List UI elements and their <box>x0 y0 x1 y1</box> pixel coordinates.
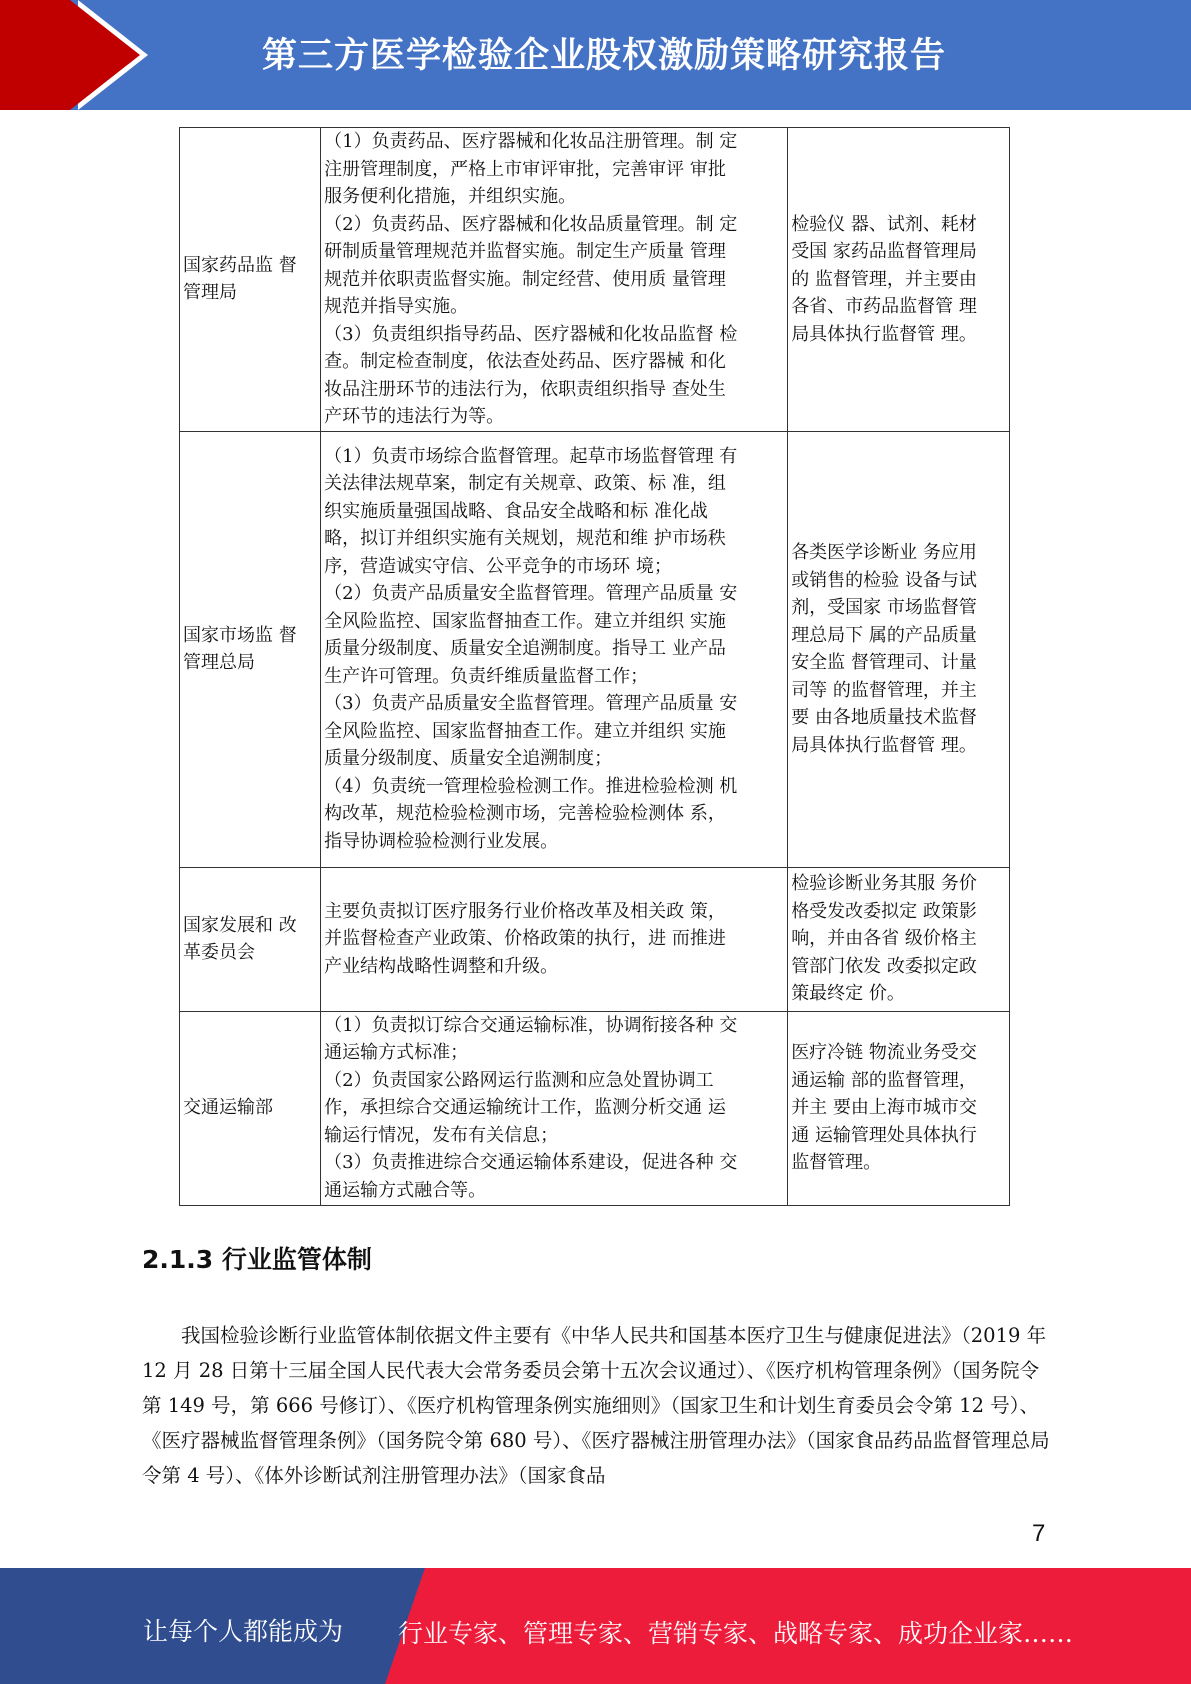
cell-line: 规范并指导实施。 <box>324 296 469 317</box>
cell-line: 构改革，规范检验检测市场，完善检验检测体 系， <box>324 803 726 825</box>
department-cell <box>180 867 321 1011</box>
cell-line: （3）负责推进综合交通运输体系建设，促进各种 交 <box>324 1152 738 1174</box>
cell-line: 指导协调检验检测行业发展。 <box>324 830 559 852</box>
cell-line: 全风险监控、国家监督抽查工作。建立并组织 实施 <box>324 610 726 632</box>
cell-line: 服务便利化措施，并组织实施。 <box>324 186 577 207</box>
cell-line: 略，拟订并组织实施有关规划，规范和维 护市场秩 <box>324 528 726 550</box>
footer-slogan-right: 行业专家、管理专家、营销专家、战略专家、成功企业家…… <box>398 1619 1074 1648</box>
report-title: 第三方医学检验企业股权激励策略研究报告 <box>262 36 947 76</box>
cell-line: 理总局下 属的产品质量 <box>791 624 977 646</box>
cell-line: 管理总局 <box>183 652 255 673</box>
cell-line: （2）负责药品、医疗器械和化妆品质量管理。制 定 <box>324 213 738 235</box>
cell-line: 剂，受国家 市场监督管 <box>791 597 977 618</box>
duties-cell <box>321 867 788 1011</box>
scope-cell <box>788 431 1010 867</box>
cell-line: 妆品注册环节的违法行为，依职责组织指导 查处生 <box>324 378 726 400</box>
cell-line: 序，营造诚实守信、公平竞争的市场环 境； <box>324 555 672 577</box>
cell-line: （1）负责药品、医疗器械和化妆品注册管理。制 定 <box>324 131 738 152</box>
cell-line: 局具体执行监督管 理。 <box>791 734 977 756</box>
scope-cell <box>788 1011 1010 1205</box>
table-row <box>180 431 1010 867</box>
cell-line: （3）负责组织指导药品、医疗器械和化妆品监督 检 <box>324 323 738 345</box>
cell-line: 通运输方式融合等。 <box>324 1179 487 1201</box>
cell-line: 的 监督管理，并主要由 <box>791 268 977 290</box>
cell-line: 通运输方式标准； <box>324 1042 469 1064</box>
cell-line: 织实施质量强国战略、食品安全战略和标 准化战 <box>324 500 708 522</box>
cell-line: 质量分级制度、质量安全追溯制度。指导工 业产品 <box>324 638 726 660</box>
department-cell <box>180 128 321 432</box>
department-cell <box>180 431 321 867</box>
table-row <box>180 867 1010 1011</box>
cell-line: 检验诊断业务其服 务价 <box>791 873 977 895</box>
cell-line: （2）负责国家公路网运行监测和应急处置协调工 <box>324 1069 714 1091</box>
cell-line: 主要负责拟订医疗服务行业价格改革及相关政 策， <box>324 900 726 922</box>
cell-line: 各类医学诊断业 务应用 <box>791 542 977 563</box>
page-header <box>0 0 1191 110</box>
cell-line: 并监督检查产业政策、价格政策的执行，进 而推进 <box>324 928 726 950</box>
cell-line: 格受发改委拟定 政策影 <box>791 900 977 922</box>
page-footer <box>0 1568 1191 1684</box>
department-cell <box>180 1011 321 1205</box>
scope-cell <box>788 128 1010 432</box>
cell-line: 要 由各地质量技术监督 <box>791 707 977 728</box>
regulator-table <box>179 127 1010 1206</box>
cell-line: 或销售的检验 设备与试 <box>791 569 977 591</box>
cell-line: 并主 要由上海市城市交 <box>791 1097 977 1119</box>
cell-line: 革委员会 <box>183 942 255 963</box>
cell-line: （1）负责市场综合监督管理。起草市场监督管理 有 <box>324 445 738 467</box>
cell-line: 生产许可管理。负责纤维质量监督工作； <box>324 665 649 687</box>
cell-line: 安全监 督管理司、计量 <box>791 652 977 673</box>
cell-line: 研制质量管理规范并监督实施。制定生产质量 管理 <box>324 241 726 262</box>
page-number: 7 <box>1032 1520 1046 1547</box>
cell-line: 国家药品监 督 <box>183 254 297 276</box>
cell-line: 受国 家药品监督管理局 <box>791 241 977 262</box>
cell-line: 关法律法规草案，制定有关规章、政策、标 准，组 <box>324 473 726 495</box>
cell-line: （2）负责产品质量安全监督管理。管理产品质量 安 <box>324 583 738 605</box>
table-row <box>180 128 1010 432</box>
cell-line: 局具体执行监督管 理。 <box>791 323 977 345</box>
cell-line: 产环节的违法行为等。 <box>324 406 505 427</box>
cell-line: （3）负责产品质量安全监督管理。管理产品质量 安 <box>324 693 738 715</box>
cell-line: 检验仪 器、试剂、耗材 <box>791 213 977 235</box>
cell-line: （1）负责拟订综合交通运输标准，协调衔接各种 交 <box>324 1014 738 1036</box>
cell-line: 响，并由各省 级价格主 <box>791 928 977 950</box>
cell-line: （4）负责统一管理检验检测工作。推进检验检测 机 <box>324 775 738 797</box>
cell-line: 管理局 <box>183 282 237 304</box>
cell-line: 交通运输部 <box>183 1097 273 1119</box>
table-row <box>180 1011 1010 1205</box>
duties-cell <box>321 1011 788 1205</box>
cell-line: 产业结构战略性调整和升级。 <box>324 955 559 977</box>
section-paragraph: 我国检验诊断行业监管体制依据文件主要有《中华人民共和国基本医疗卫生与健康促进法》（2019 年 12 月 28 日第十三届全国人民代表大会常务委员会第十五次会议通过）、《医疗机构管理条例》（国务院令第 149 号，第 666 号修订）、《医疗机构管理条例实施细则》（国家卫生和计划生育委员会令第 12 号）、《医疗器械监督管理条例》（国务院令第 680 号）、《医疗器械注册管理办法》（国家食品药品监督管理总局令第 4 号）、《体外诊断试剂注册管理办法》（国家食品 <box>142 1324 1050 1487</box>
duties-cell <box>321 128 788 432</box>
duties-cell <box>321 431 788 867</box>
cell-line: 规范并依职责监督实施。制定经营、使用质 量管理 <box>324 268 726 290</box>
cell-line: 作，承担综合交通运输统计工作，监测分析交通 运 <box>324 1097 726 1119</box>
footer-slogan-left: 让每个人都能成为 <box>143 1617 344 1646</box>
cell-line: 通 运输管理处具体执行 <box>791 1124 977 1146</box>
scope-cell <box>788 867 1010 1011</box>
cell-line: 全风险监控、国家监督抽查工作。建立并组织 实施 <box>324 720 726 742</box>
header-red-arrow <box>70 0 140 110</box>
cell-line: 各省、市药品监督管 理 <box>791 296 977 317</box>
cell-line: 管部门依发 改委拟定政 <box>791 955 977 977</box>
cell-line: 输运行情况，发布有关信息； <box>324 1124 559 1146</box>
cell-line: 质量分级制度、质量安全追溯制度； <box>324 748 613 770</box>
cell-line: 国家市场监 督 <box>183 624 297 646</box>
cell-line: 医疗冷链 物流业务受交 <box>791 1042 977 1064</box>
section-heading: 2.1.3 行业监管体制 <box>142 1245 372 1274</box>
cell-line: 通运输 部的监督管理， <box>791 1069 977 1091</box>
cell-line: 监督管理。 <box>791 1152 882 1174</box>
cell-line: 司等 的监督管理，并主 <box>791 679 977 701</box>
cell-line: 查。制定检查制度，依法查处药品、医疗器械 和化 <box>324 351 726 372</box>
header-red-block <box>0 0 70 110</box>
cell-line: 策最终定 价。 <box>791 983 905 1005</box>
cell-line: 国家发展和 改 <box>183 914 297 936</box>
cell-line: 注册管理制度，严格上市审评审批，完善审评 审批 <box>324 158 726 180</box>
